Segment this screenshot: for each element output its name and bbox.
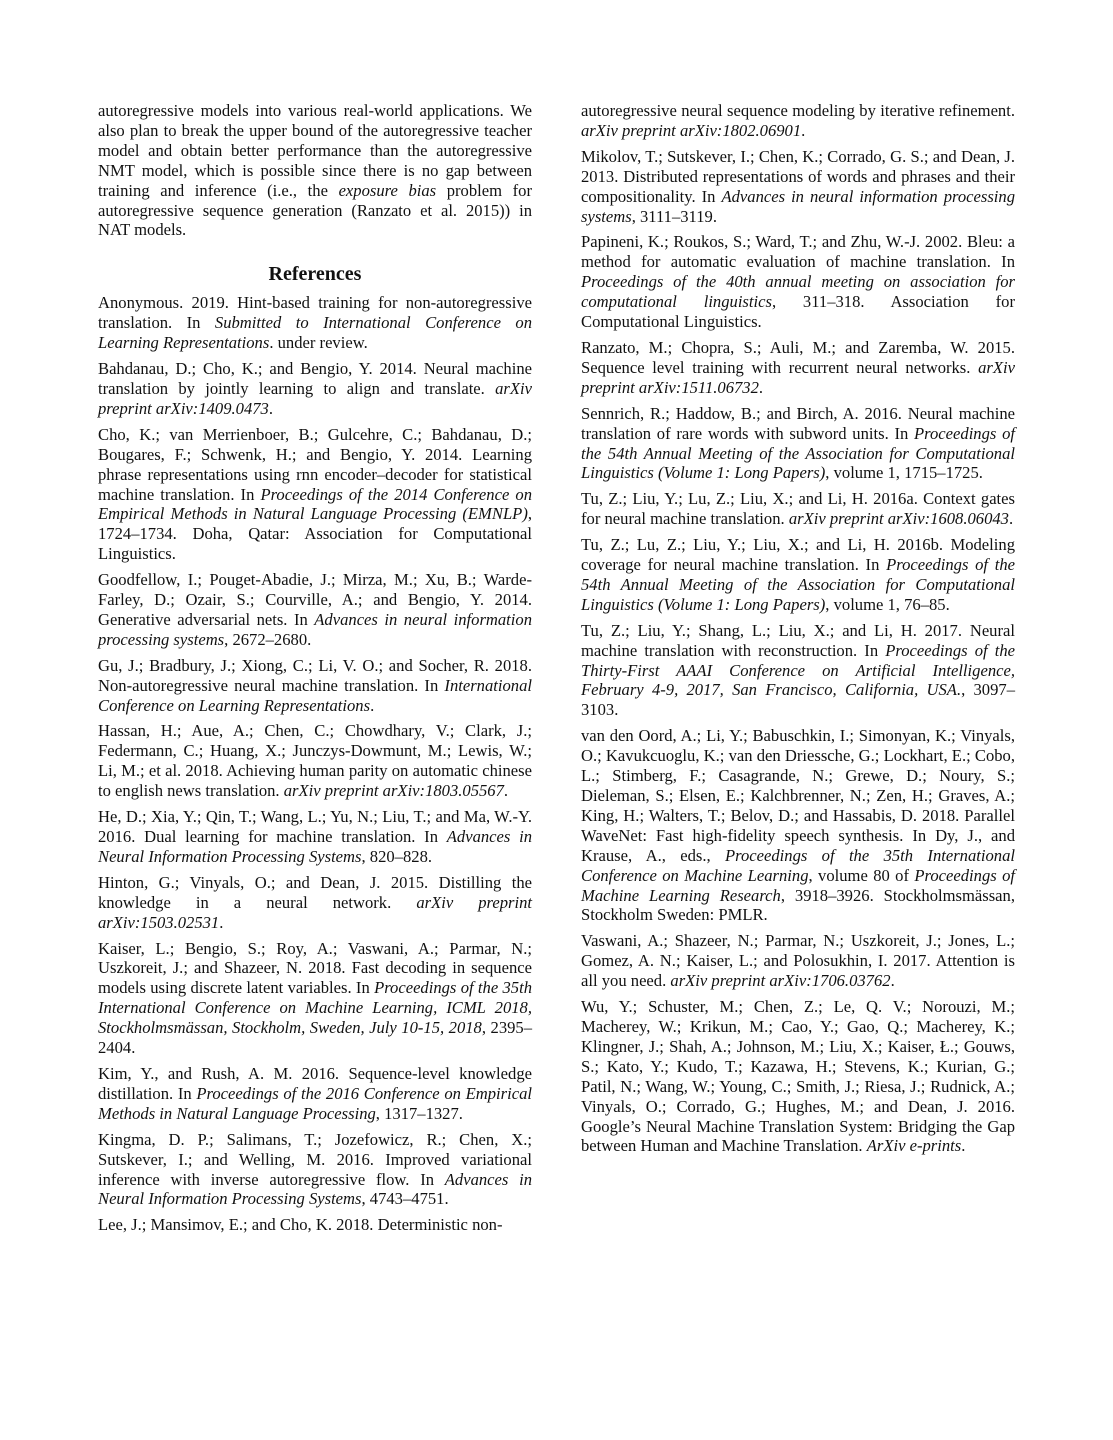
italic-text: Advances in neural information processing systems (581, 186, 1015, 226)
text-segment: , 3097–3103. (581, 680, 1015, 720)
text-segment: Gu, J.; Bradbury, J.; Xiong, C.; Li, V. O.; and Socher, R. 2018. Non-autoregressive neural machine translation. In (98, 655, 532, 695)
italic-text: exposure bias (338, 180, 437, 200)
text-segment: , 1317–1327. (375, 1103, 463, 1123)
reference-entry (98, 425, 532, 564)
text-segment: , 3918–3926. Stockholmsmässan, Stockholm Sweden: PMLR. (581, 885, 1015, 925)
text-segment: autoregressive models into various real-world applications. We also plan to break the upper bound of the autoregressive teacher model and obtain better performance than the autoregressive NMT model, which is possible since there is no gap between training and inference (i.e., the (98, 101, 532, 200)
reference-entry (581, 101, 1015, 141)
reference-entry (581, 232, 1015, 332)
italic-text: Proceedings of the 54th Annual Meeting of the Association for Computational Linguistics (Volume 1: Long Papers) (581, 423, 1016, 483)
reference-entry (581, 147, 1015, 227)
reference-entry (98, 873, 532, 933)
italic-text: arXiv preprint arXiv:1409.0473 (98, 378, 532, 418)
text-segment: Tu, Z.; Lu, Z.; Liu, Y.; Liu, X.; and Li, H. 2016b. Modeling coverage for neural machine translation. In (581, 535, 1015, 575)
right-column (581, 101, 1015, 1162)
italic-text: Proceedings of the 2014 Conference on Empirical Methods in Natural Language Processing (EMNLP) (98, 484, 532, 524)
text-segment: Kim, Y., and Rush, A. M. 2016. Sequence-level knowledge distillation. In (98, 1063, 532, 1103)
reference-entry (98, 1130, 532, 1210)
reference-entry (98, 359, 532, 419)
references-list-left (98, 293, 532, 1235)
text-segment: Ranzato, M.; Chopra, S.; Auli, M.; and Zaremba, W. 2015. Sequence level training with recurrent neural networks. (581, 337, 1015, 377)
italic-text: Advances in Neural Information Processing Systems (98, 827, 532, 866)
reference-entry (98, 807, 532, 867)
text-segment: Kaiser, L.; Bengio, S.; Roy, A.; Vaswani, A.; Parmar, N.; Uszkoreit, J.; and Shazeer, N. 2018. Fast decoding in sequence models using discrete latent variables. In (98, 938, 532, 998)
italic-text: arXiv preprint arXiv:1802.06901 (581, 120, 802, 140)
reference-entry (581, 726, 1015, 925)
text-segment: van den Oord, A.; Li, Y.; Babuschkin, I.; Simonyan, K.; Vinyals, O.; Kavukcuoglu, K.; van den Driessche, G.; Lockhart, E.; Cobo, L.; Stimberg, F.; Casagrande, N.; Grewe, D.; Noury, S.; Dieleman, S.; Elsen, E.; Kalchbrenner, N.; Zen, H.; Graves, A.; King, H.; Walters, T.; Belov, D.; and Hassabis, D. 2018. Parallel WaveNet: Fast high-fidelity speech synthesis. In Dy, J., and Krause, A., eds., (581, 726, 1015, 865)
text-segment: , volume 80 of (808, 865, 915, 885)
text-segment: He, D.; Xia, Y.; Qin, T.; Wang, L.; Yu, N.; Liu, T.; and Ma, W.-Y. 2016. Dual learning for machine translation. In (98, 807, 532, 846)
text-segment: . (961, 1136, 966, 1156)
italic-text: Proceedings of the 2016 Conference on Empirical Methods in Natural Language Processing (98, 1083, 532, 1123)
italic-text: International Conference on Learning Representations (98, 675, 532, 715)
italic-text: Proceedings of the 35th International Conference on Machine Learning (581, 845, 1015, 885)
text-segment: Vaswani, A.; Shazeer, N.; Parmar, N.; Uszkoreit, J.; Jones, L.; Gomez, A. N.; Kaiser, L.; and Polosukhin, I. 2017. Attention is all you need. (581, 931, 1015, 991)
text-segment: . under review. (269, 333, 368, 353)
italic-text: Advances in Neural Information Processing Systems (98, 1169, 532, 1209)
text-segment: . (890, 971, 895, 991)
text-segment: , 3111–3119. (631, 206, 717, 226)
text-segment: Cho, K.; van Merrienboer, B.; Gulcehre, C.; Bahdanau, D.; Bougares, F.; Schwenk, H.; and Bengio, Y. 2014. Learning phrase representations using rnn encoder–decoder for statistical machine translation. In (98, 424, 532, 504)
italic-text: Advances in neural information processing systems (98, 609, 532, 649)
text-segment: . (503, 781, 509, 801)
references-heading: References (268, 263, 362, 286)
text-segment: Sennrich, R.; Haddow, B.; and Birch, A. 2016. Neural machine translation of rare words with subword units. In (581, 403, 1015, 443)
italic-text: Proceedings of the 54th Annual Meeting of the Association for Computational Linguistics (Volume 1: Long Papers) (581, 555, 1015, 614)
italic-text: Submitted to International Conference on Learning Representations (98, 313, 532, 353)
text-segment: Kingma, D. P.; Salimans, T.; Jozefowicz, R.; Chen, X.; Sutskever, I.; and Welling, M. 2016. Improved variational inference with inverse autoregressive flow. In (98, 1129, 532, 1189)
text-segment: Papineni, K.; Roukos, S.; Ward, T.; and Zhu, W.-J. 2002. Bleu: a method for automatic evaluation of machine translation. In (581, 232, 1015, 272)
text-segment: autoregressive neural sequence modeling by iterative refinement. (581, 101, 1015, 120)
text-segment: Tu, Z.; Liu, Y.; Shang, L.; Liu, X.; and Li, H. 2017. Neural machine translation with reconstruction. In (581, 620, 1015, 660)
text-segment: , 2672–2680. (224, 629, 312, 649)
text-segment: Anonymous. 2019. Hint-based training for non-autoregressive translation. In (98, 293, 532, 333)
italic-text: Proceedings of the Thirty-First AAAI Conference on Artificial Intelligence, February 4-9, 2017, San Francisco, California, USA. (581, 640, 1015, 700)
reference-entry (98, 939, 532, 1058)
text-segment: Wu, Y.; Schuster, M.; Chen, Z.; Le, Q. V.; Norouzi, M.; Macherey, W.; Krikun, M.; Cao, Y.; Gao, Q.; Macherey, K.; Klingner, J.; Shah, A.; Johnson, M.; Liu, X.; Kaiser, Ł.; Gouws, S.; Kato, Y.; Kudo, T.; Kazawa, H.; Stevens, K.; Kurian, G.; Patil, N.; Wang, W.; Young, C.; Smith, J.; Riesa, J.; Rudnick, A.; Vinyals, O.; Corrado, G.; Hughes, M.; and Dean, J. 2016. Google’s Neural Machine Translation System: Bridging the Gap between Human and Machine Translation. (581, 997, 1015, 1156)
reference-entry (581, 404, 1015, 484)
reference-entry (98, 656, 532, 716)
reference-entry (98, 1215, 532, 1235)
text-segment: Lee, J.; Mansimov, E.; and Cho, K. 2018. Deterministic non- (98, 1215, 503, 1235)
text-segment: , 4743–4751. (361, 1189, 449, 1209)
italic-text: arXiv preprint arXiv:1511.06732 (581, 357, 1015, 397)
text-segment: . (219, 912, 224, 932)
reference-entry (98, 570, 532, 650)
text-segment: Hinton, G.; Vinyals, O.; and Dean, J. 2015. Distilling the knowledge in a neural network. (98, 872, 532, 912)
reference-entry (581, 535, 1015, 615)
italic-text: arXiv preprint arXiv:1803.05567 (283, 781, 504, 801)
reference-entry (581, 338, 1015, 398)
text-segment: Bahdanau, D.; Cho, K.; and Bengio, Y. 2014. Neural machine translation by jointly learning to align and translate. (98, 359, 532, 398)
text-segment: . (801, 120, 806, 140)
reference-entry (98, 293, 532, 353)
text-segment: , volume 1, 76–85. (825, 594, 950, 614)
italic-text: ArXiv e-prints (866, 1136, 962, 1156)
references-list-right (581, 101, 1015, 1156)
reference-entry (98, 721, 532, 801)
reference-entry (581, 621, 1015, 721)
conclusion-paragraph (98, 101, 532, 240)
reference-entry (581, 931, 1015, 991)
text-segment: . (268, 398, 273, 418)
italic-text: Proceedings of the 35th International Conference on Machine Learning, ICML 2018, Stockholmsmässan, Stockholm, Sweden, July 10-15, 2018 (98, 978, 532, 1038)
italic-text: arXiv preprint arXiv:1503.02531 (98, 892, 533, 932)
text-segment: , volume 1, 1715–1725. (825, 463, 983, 483)
left-column (98, 101, 532, 1241)
text-segment: . (1008, 509, 1014, 529)
reference-entry (581, 489, 1015, 529)
text-segment: problem for autoregressive sequence generation (Ranzato et al. 2015)) in NAT models. (98, 180, 532, 240)
italic-text: Proceedings of the 40th annual meeting on association for computational linguistics (581, 272, 1015, 312)
text-segment: , 311–318. Association for Computational Linguistics. (581, 292, 1015, 332)
text-segment: , 1724–1734. Doha, Qatar: Association for Computational Linguistics. (98, 504, 532, 564)
italic-text: arXiv preprint arXiv:1706.03762 (670, 971, 891, 991)
text-segment: , 820–828. (361, 846, 433, 866)
text-segment: Mikolov, T.; Sutskever, I.; Chen, K.; Corrado, G. S.; and Dean, J. 2013. Distributed representations of words and phrases and their compositionality. In (581, 146, 1015, 206)
text-segment: Hassan, H.; Aue, A.; Chen, C.; Chowdhary, V.; Clark, J.; Federmann, C.; Huang, X.; Junczys-Dowmunt, M.; Lewis, W.; Li, M.; et al. 2018. Achieving human parity on automatic chinese to english news translation. (98, 721, 532, 801)
text-segment: Goodfellow, I.; Pouget-Abadie, J.; Mirza, M.; Xu, B.; Warde-Farley, D.; Ozair, S.; Courville, A.; and Bengio, Y. 2014. Generative adversarial nets. In (98, 570, 532, 629)
text-segment: . (758, 377, 764, 397)
reference-entry (98, 1064, 532, 1124)
italic-text: arXiv preprint arXiv:1608.06043 (788, 509, 1009, 529)
text-segment: Tu, Z.; Liu, Y.; Lu, Z.; Liu, X.; and Li, H. 2016a. Context gates for neural machine translation. (581, 489, 1015, 529)
reference-entry (581, 997, 1015, 1156)
text-segment: . (370, 695, 375, 715)
italic-text: Proceedings of Machine Learning Research (581, 865, 1015, 905)
text-segment: , 2395–2404. (98, 1018, 532, 1058)
